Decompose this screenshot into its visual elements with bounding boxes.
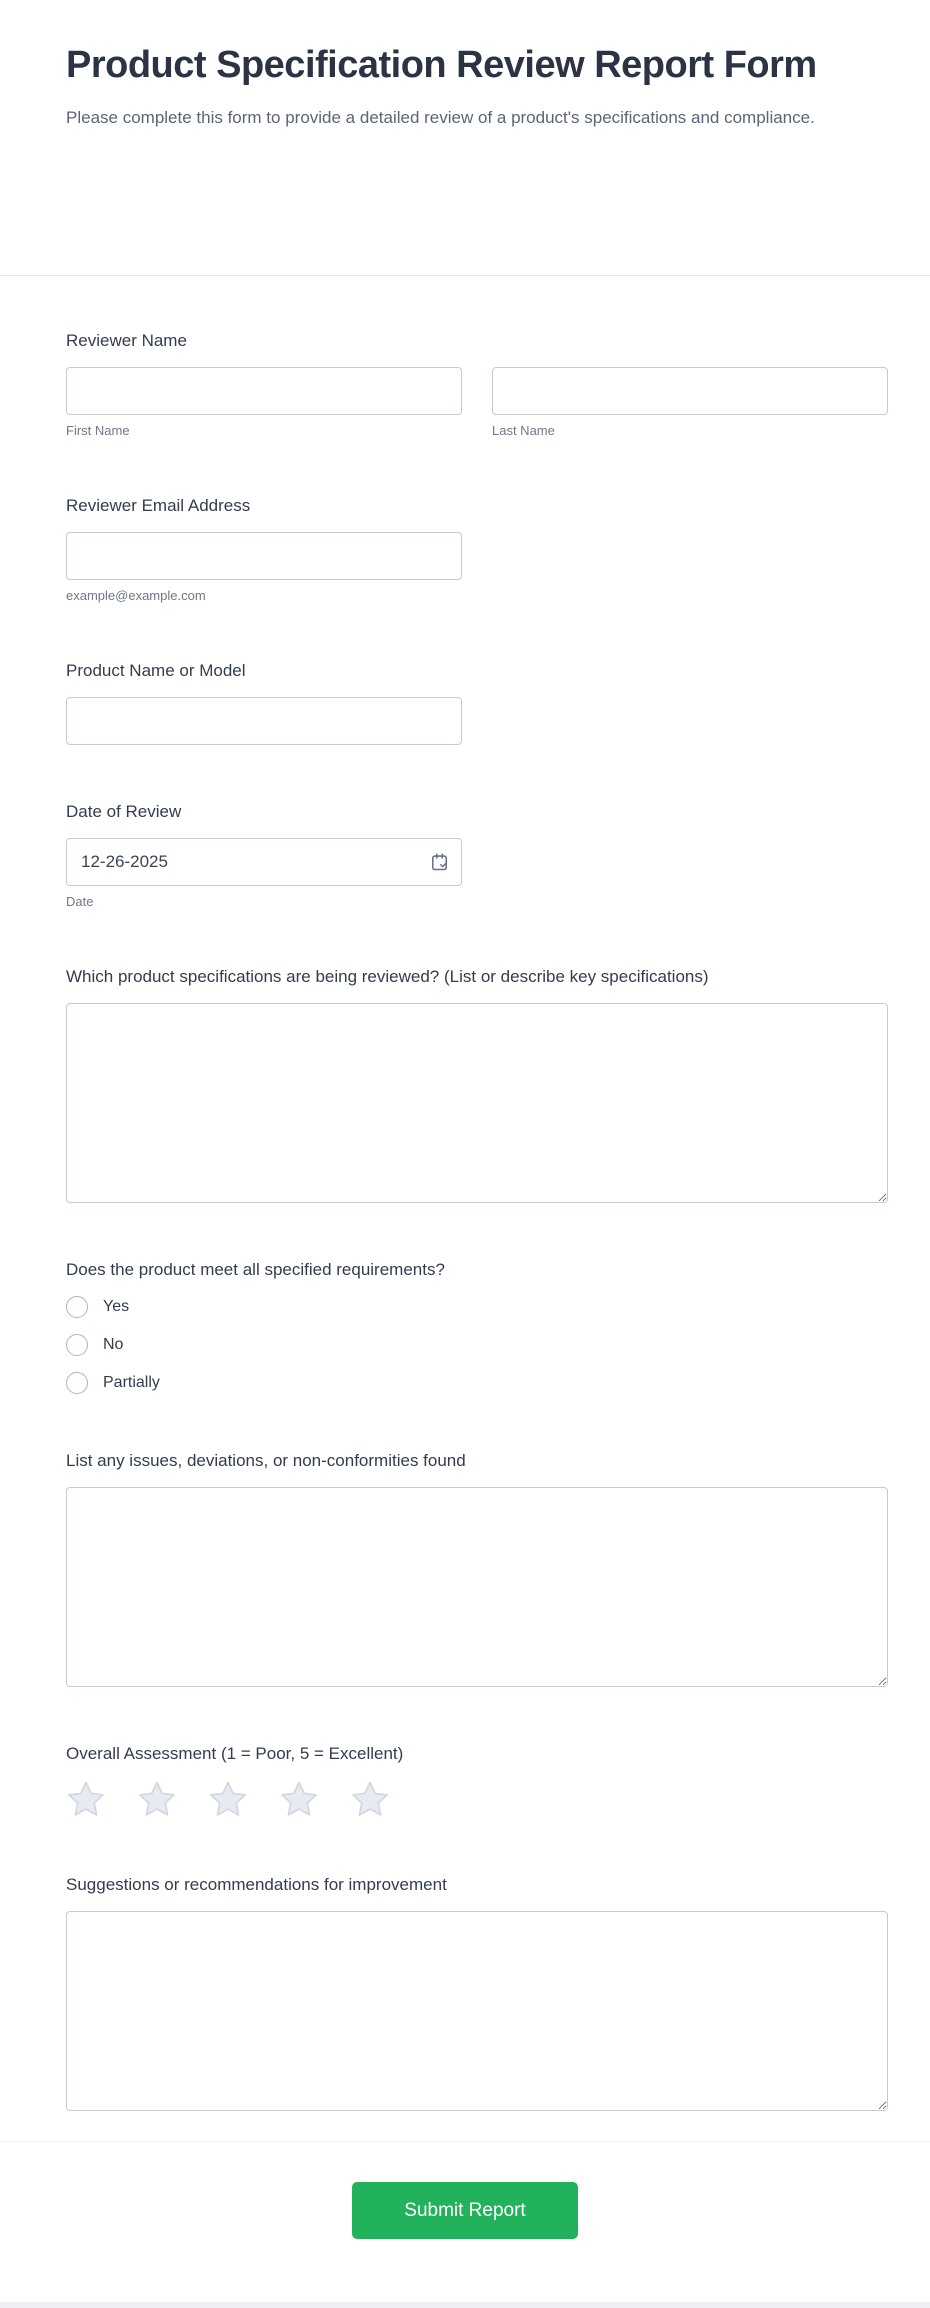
requirements-label: Does the product meet all specified requirements?	[66, 1260, 445, 1279]
field-requirements	[66, 1259, 888, 1394]
star-icon[interactable]	[137, 1780, 177, 1818]
first-name-input[interactable]	[66, 367, 462, 415]
radio-circle-partially[interactable]	[66, 1372, 88, 1394]
field-reviewer-name	[66, 330, 888, 439]
specifications-label: Which product specifications are being reviewed? (List or describe key specifications)	[66, 967, 709, 986]
submit-button[interactable]: Submit Report	[352, 2182, 578, 2239]
field-specifications	[66, 966, 888, 1203]
radio-circle-yes[interactable]	[66, 1296, 88, 1318]
field-date-of-review	[66, 801, 888, 910]
assessment-label: Overall Assessment (1 = Poor, 5 = Excellent)	[66, 1744, 404, 1763]
product-input[interactable]	[66, 697, 462, 745]
radio-circle-no[interactable]	[66, 1334, 88, 1356]
radio-label-yes: Yes	[103, 1298, 130, 1315]
product-label: Product Name or Model	[66, 661, 246, 680]
page-subtitle: Please complete this form to provide a detailed review of a product's specifications and compliance.	[66, 108, 815, 127]
page-title: Product Specification Review Report Form	[66, 44, 817, 86]
field-issues	[66, 1450, 888, 1687]
suggestions-label: Suggestions or recommendations for improvement	[66, 1875, 447, 1894]
last-name-sublabel: Last Name	[492, 423, 555, 438]
field-assessment	[66, 1743, 888, 1818]
first-name-sublabel: First Name	[66, 423, 130, 438]
form-body	[0, 276, 930, 2111]
email-sublabel: example@example.com	[66, 588, 206, 603]
radio-label-partially: Partially	[103, 1374, 160, 1391]
date-input[interactable]	[66, 838, 462, 886]
specifications-textarea[interactable]	[66, 1003, 888, 1203]
star-rating	[66, 1780, 888, 1818]
suggestions-textarea[interactable]	[66, 1911, 888, 2111]
issues-label: List any issues, deviations, or non-conformities found	[66, 1451, 466, 1470]
date-sublabel: Date	[66, 894, 94, 909]
star-icon[interactable]	[66, 1780, 106, 1818]
issues-textarea[interactable]	[66, 1487, 888, 1687]
form-header	[0, 0, 930, 276]
form-footer	[0, 2141, 930, 2287]
radio-option-yes[interactable]	[66, 1296, 888, 1318]
email-input[interactable]	[66, 532, 462, 580]
email-label: Reviewer Email Address	[66, 496, 251, 515]
reviewer-name-label: Reviewer Name	[66, 331, 187, 350]
field-suggestions	[66, 1874, 888, 2111]
date-label: Date of Review	[66, 802, 182, 821]
calendar-check-icon[interactable]	[430, 853, 449, 872]
star-icon[interactable]	[350, 1780, 390, 1818]
radio-option-no[interactable]	[66, 1334, 888, 1356]
field-reviewer-email	[66, 495, 888, 604]
star-icon[interactable]	[208, 1780, 248, 1818]
radio-option-partially[interactable]	[66, 1372, 888, 1394]
radio-label-no: No	[103, 1336, 124, 1353]
field-product-name	[66, 660, 888, 745]
star-icon[interactable]	[279, 1780, 319, 1818]
last-name-input[interactable]	[492, 367, 888, 415]
